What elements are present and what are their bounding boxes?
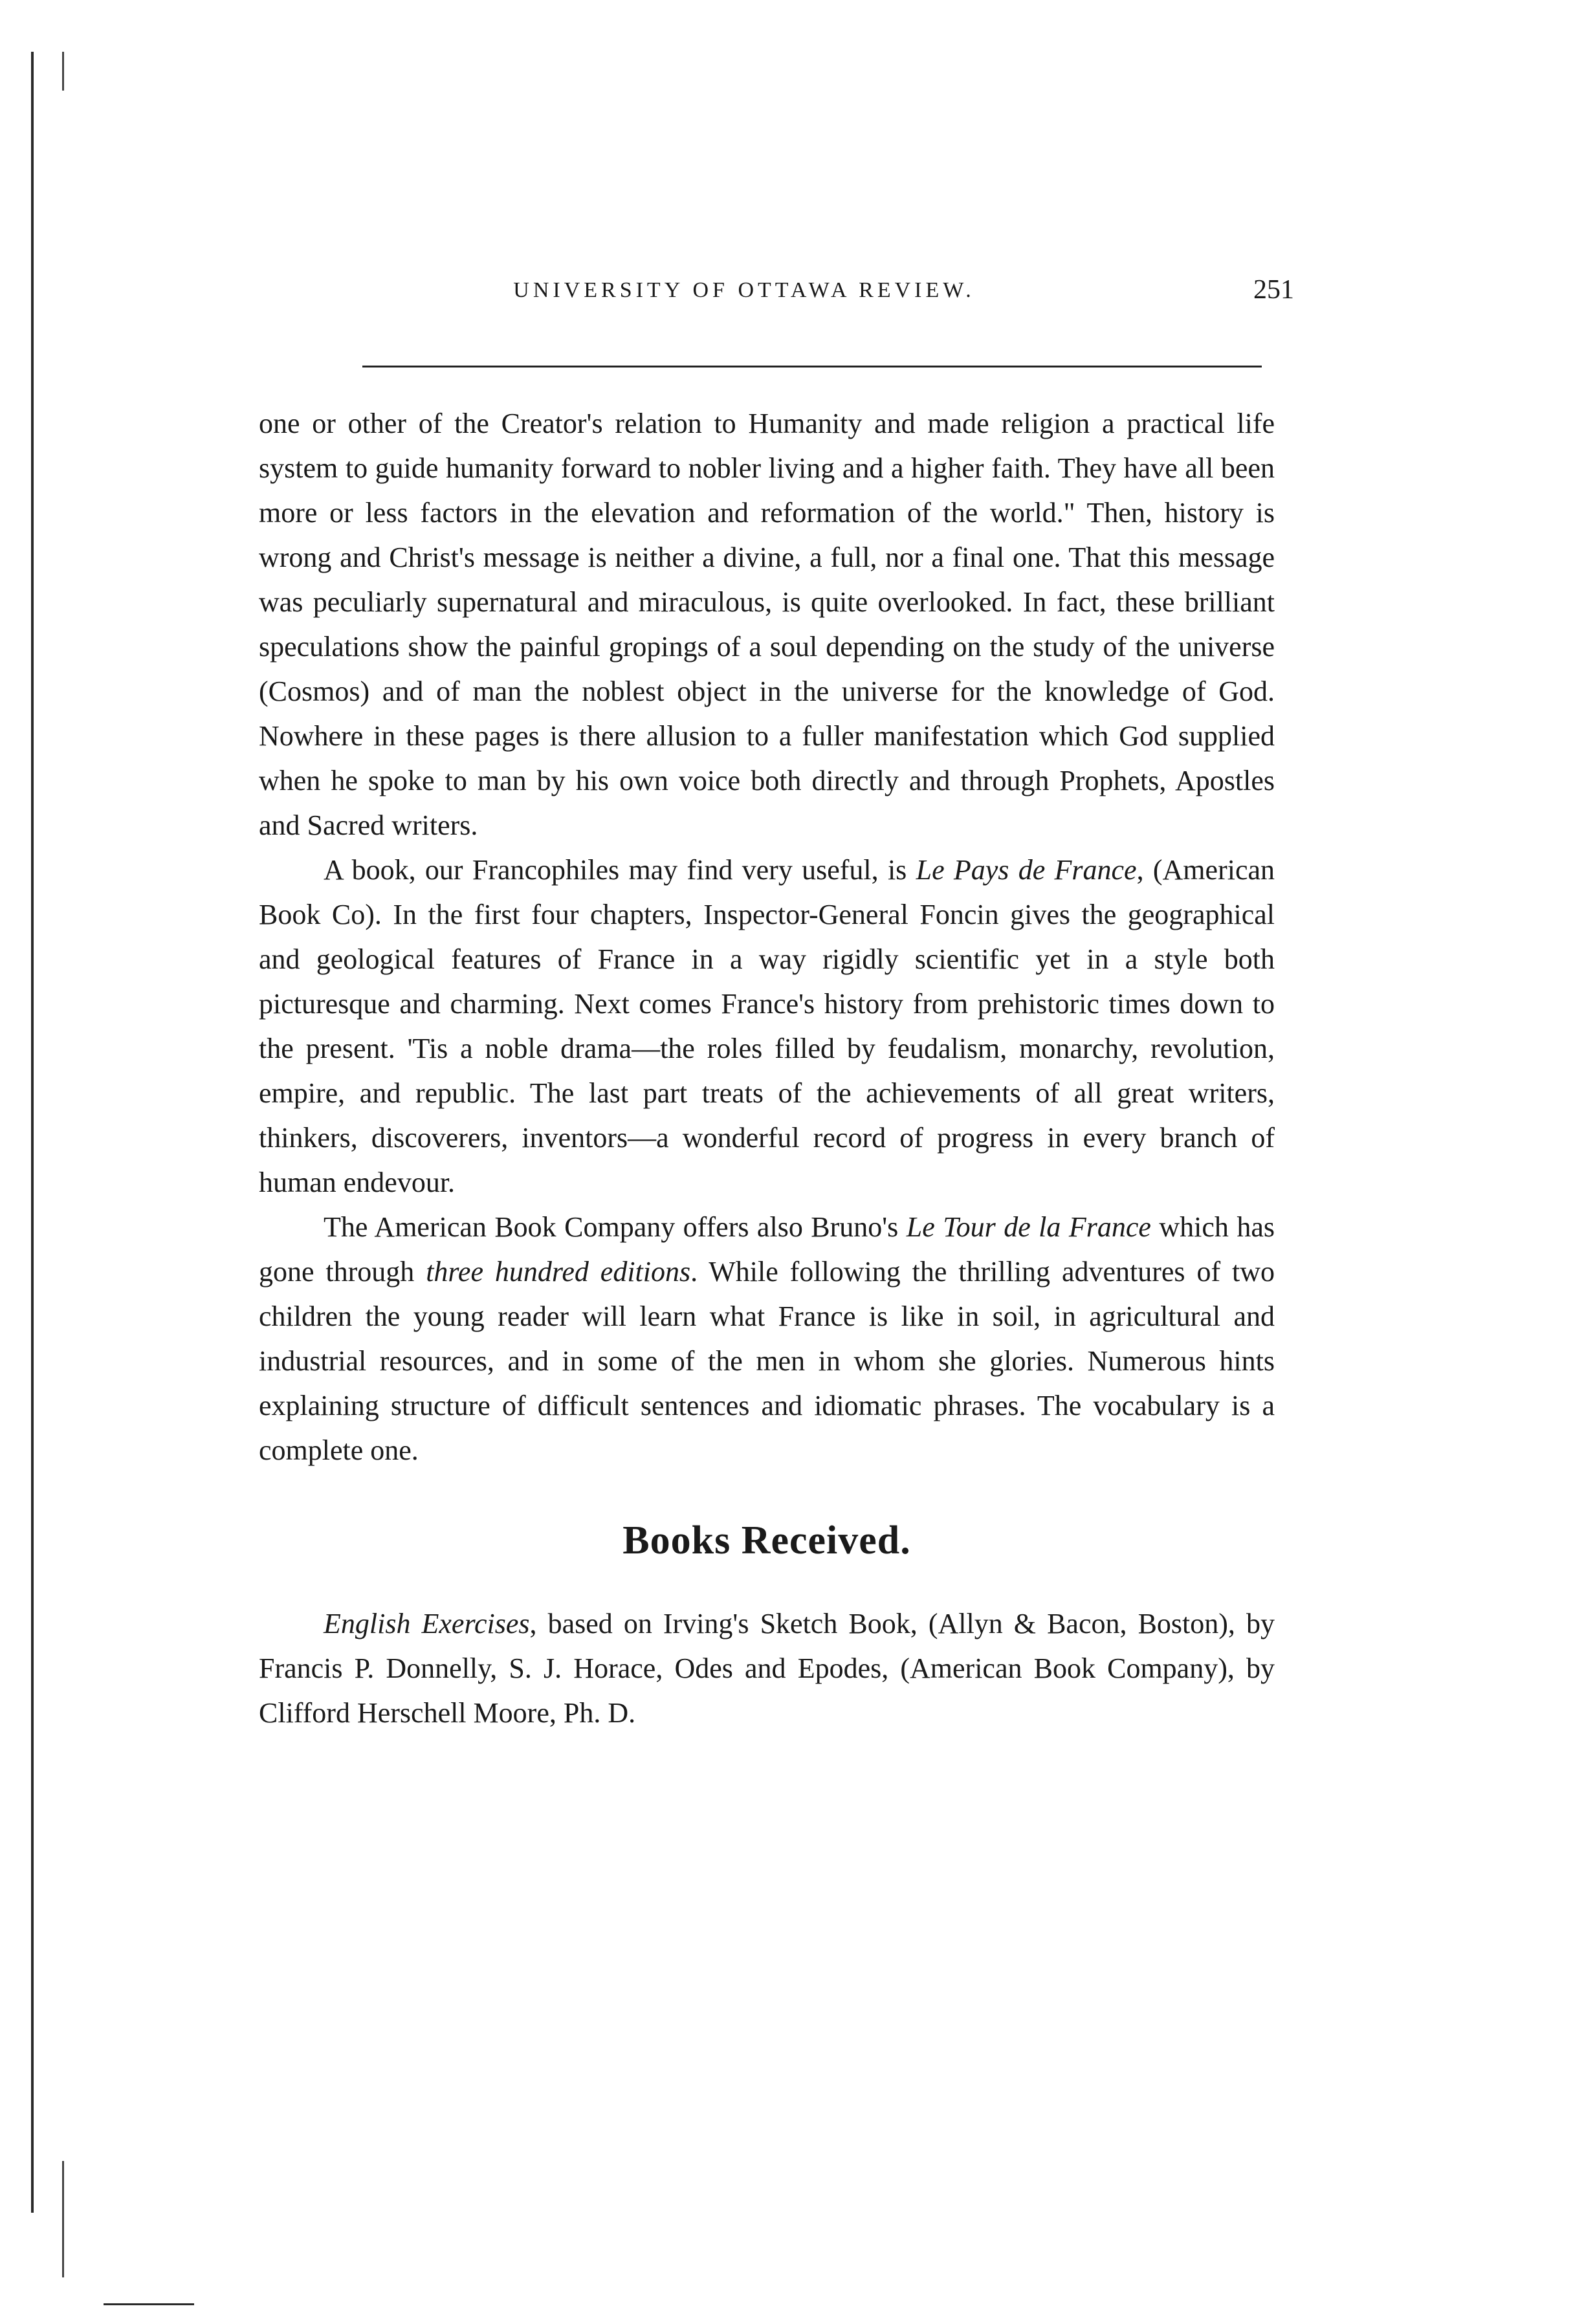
text-run: , (American Book Co). In the first four chapters, Inspector-General Foncin gives the geographical and geological features of France in a way rigidly scientific yet in a style both picturesque and charming. Next comes France's history from prehistoric times down to the present. 'Tis a noble drama—the roles filled by feudalism, monarchy, revolution, empire, and republic. The last part treats of the achievements of all great writers, thinkers, discoverers, inventors—a wonderful record of progress in every branch of human endevour.	[259, 854, 1275, 1198]
running-title: UNIVERSITY OF OTTAWA REVIEW.	[513, 278, 975, 302]
binding-edge-foot	[104, 2303, 194, 2305]
header-rule	[362, 366, 1262, 367]
text-run: one or other of the Creator's relation to Humanity and made religion a practical life system to guide humanity forward to nobler living and a higher faith. They have all been more or less factors in the elevation and reformation of the world." Then, history is wrong and Christ's message is neither a divine, a full, nor a final one. That this message was peculiarly supernatural and miraculous, is quite overlooked. In fact, these brilliant speculations show the painful gropings of a soul depending on the study of the universe (Cosmos) and of man the noblest object in the universe for the knowledge of God. Nowhere in these pages is there allusion to a fuller manifestation which God supplied when he spoke to man by his own voice both directly and through Prophets, Apostles and Sacred writers.	[259, 408, 1275, 841]
running-head	[259, 275, 1294, 317]
section-heading: Books Received.	[622, 1518, 911, 1562]
paragraph	[259, 848, 1275, 1205]
page-body	[259, 401, 1275, 1735]
paragraph	[259, 401, 1275, 848]
italic-title: Le Tour de la France	[906, 1211, 1151, 1243]
italic-title: three hundred editions	[426, 1256, 691, 1288]
binding-edge-mark	[62, 52, 64, 91]
text-run: The American Book Company offers also Bruno's	[324, 1211, 907, 1243]
italic-title: Le Pays de France	[916, 854, 1137, 886]
text-run: , based on Irving's Sketch Book, (Allyn & Bacon, Boston), by Francis P. Donnelly, S. J. Horace, Odes and Epodes, (American Book Company), by Clifford Herschell Moore, Ph. D.	[259, 1608, 1275, 1729]
text-run: A book, our Francophiles may find very useful, is	[324, 854, 916, 886]
paragraph	[259, 1601, 1275, 1735]
binding-edge-line	[31, 52, 34, 2213]
text-run: . While following the thrilling adventures of two children the young reader will learn what France is like in soil, in agricultural and industrial resources, and in some of the men in whom she glories. Numerous hints explaining structure of difficult sentences and idiomatic phrases. The vocabulary is a complete one.	[259, 1256, 1275, 1466]
text-run: which has gone through	[259, 1211, 1275, 1288]
binding-edge-mark	[62, 2161, 64, 2277]
italic-title: English Exercises	[324, 1608, 530, 1639]
page-number: 251	[1253, 275, 1294, 305]
paragraph	[259, 1205, 1275, 1473]
